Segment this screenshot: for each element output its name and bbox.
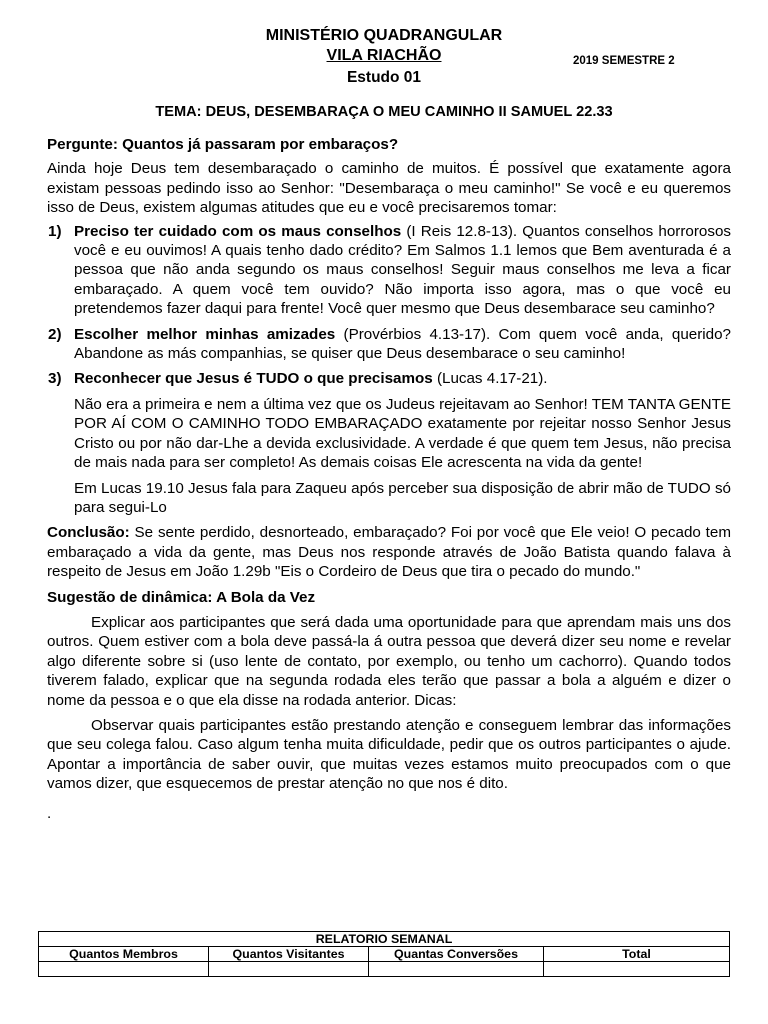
list-item-number: 3) <box>48 370 62 388</box>
table-row <box>39 962 730 977</box>
column-conversions: Quantas Conversões <box>369 947 544 962</box>
conclusion-paragraph <box>47 523 731 581</box>
list-item-title: Reconhecer que Jesus é TUDO o que precisamos <box>74 370 433 388</box>
column-total: Total <box>544 947 730 962</box>
list-item-number: 1) <box>48 222 62 240</box>
report-title: RELATORIO SEMANAL <box>39 932 730 947</box>
conclusion-text: Se sente perdido, desnorteado, embaraçado? Foi por você que Ele veio! O pecado tem embaraçado a vida da gente, mas Deus nos responde através de João Batista quando falava à respeito de Jesus em João 1.29b "Eis o Cordeiro de Deus que tira o pecado do mundo." <box>47 524 731 581</box>
conversions-cell[interactable] <box>369 962 544 977</box>
zaqueu-paragraph: Em Lucas 19.10 Jesus fala para Zaqueu após perceber sua disposição de abrir mão de TUDO só para segui-Lo <box>74 479 731 516</box>
list-item <box>47 369 731 388</box>
dynamic-paragraph-2: Observar quais participantes estão prestando atenção e conseguem lembrar das informações que seu colega falou. Caso algum tenha muita dificuldade, pedir que os outros participantes o ajude. Apontar a importância de saber ouvir, que muitas vezes estamos muito preocupados com o que vamos dizer, que esquecemos de prestar atenção no que nos é dito. <box>47 716 731 793</box>
visitors-cell[interactable] <box>209 962 369 977</box>
point-three-body <box>47 395 731 517</box>
list-item-title: Preciso ter cuidado com os maus conselhos <box>74 222 402 240</box>
total-cell[interactable] <box>544 962 730 977</box>
column-members: Quantos Membros <box>39 947 209 962</box>
weekly-report-table <box>38 931 730 977</box>
conclusion-label: Conclusão: <box>47 524 130 542</box>
trailing-dot: . <box>47 804 52 822</box>
study-number: Estudo 01 <box>346 69 422 86</box>
list-item-number: 2) <box>48 325 62 343</box>
list-item <box>47 325 731 364</box>
list-item-title: Escolher melhor minhas amizades <box>74 325 336 343</box>
church-location-text: VILA RIACHÃO <box>326 47 442 64</box>
dynamic-suggestion-heading: Sugestão de dinâmica: A Bola da Vez <box>47 588 316 606</box>
semester-label: 2019 SEMESTRE 2 <box>573 55 675 67</box>
attitudes-list <box>47 222 731 389</box>
opening-question: Pergunte: Quantos já passaram por embaraços? <box>47 136 399 153</box>
column-visitors: Quantos Visitantes <box>209 947 369 962</box>
table-row <box>39 947 730 962</box>
list-item <box>47 222 731 319</box>
study-content <box>47 135 731 823</box>
study-theme: TEMA: DEUS, DESEMBARAÇA O MEU CAMINHO II SAMUEL 22.33 <box>155 104 613 120</box>
ministry-name: MINISTÉRIO QUADRANGULAR <box>265 27 503 44</box>
list-item-reference: (I Reis 12.8-13). <box>401 222 518 240</box>
intro-paragraph: Ainda hoje Deus tem desembaraçado o caminho de muitos. É possível que exatamente agora existam pessoas pedindo isso ao Senhor: "Desembaraça o meu caminho!" Se você e eu queremos isso de Deus, existem algumas atitudes que eu e você precisaremos tomar: <box>47 160 731 217</box>
list-item-text: Com quem você anda, querido? Abandone as más companhias, se quiser que Deus desembarace o seu caminho! <box>74 325 731 363</box>
list-item-reference: (Provérbios 4.13-17). <box>335 325 491 343</box>
table-row <box>39 932 730 947</box>
jesus-paragraph: Não era a primeira e nem a última vez que os Judeus rejeitavam ao Senhor! TEM TANTA GENTE POR AÍ COM O CAMINHO TODO EMBARAÇADO exatamente por rejeitar nosso Senhor Jesus Cristo ou por não dar-Lhe a devida exclusividade. A verdade é que quem tem Jesus, não precisa de mais nada para ser completo! As demais coisas Ele acrescenta na vida da gente! <box>74 395 731 472</box>
list-item-text: Quantos conselhos horrorosos você e eu ouvimos! A quais tenho dado crédito? Em Salmos 1.1 lemos que Bem aventurada é a pessoa que não anda segundo os maus conselhos! Seguir maus conselhos me leva a ficar embaraçado. A quem você tem ouvido? Não importa isso agora, mas o que você eu pretendemos fazer daqui para frente! Você quer mesmo que Deus desembarace seu caminho? <box>74 222 731 318</box>
dynamic-paragraph-1: Explicar aos participantes que será dada uma oportunidade para que aprendam mais uns dos outros. Quem estiver com a bola deve passá-la á outra pessoa que deverá dizer seu nome e revelar algo diferente sobre si (uso lente de contato, por exemplo, ou tenho um cachorro). Quando todos tiverem falado, explicar que na segunda rodada eles terão que passar a bola a alguém e dizer o nome da pessoa e o que ela disse na rodada anterior. Dicas: <box>47 613 731 709</box>
members-cell[interactable] <box>39 962 209 977</box>
list-item-reference: (Lucas 4.17-21). <box>432 370 548 388</box>
